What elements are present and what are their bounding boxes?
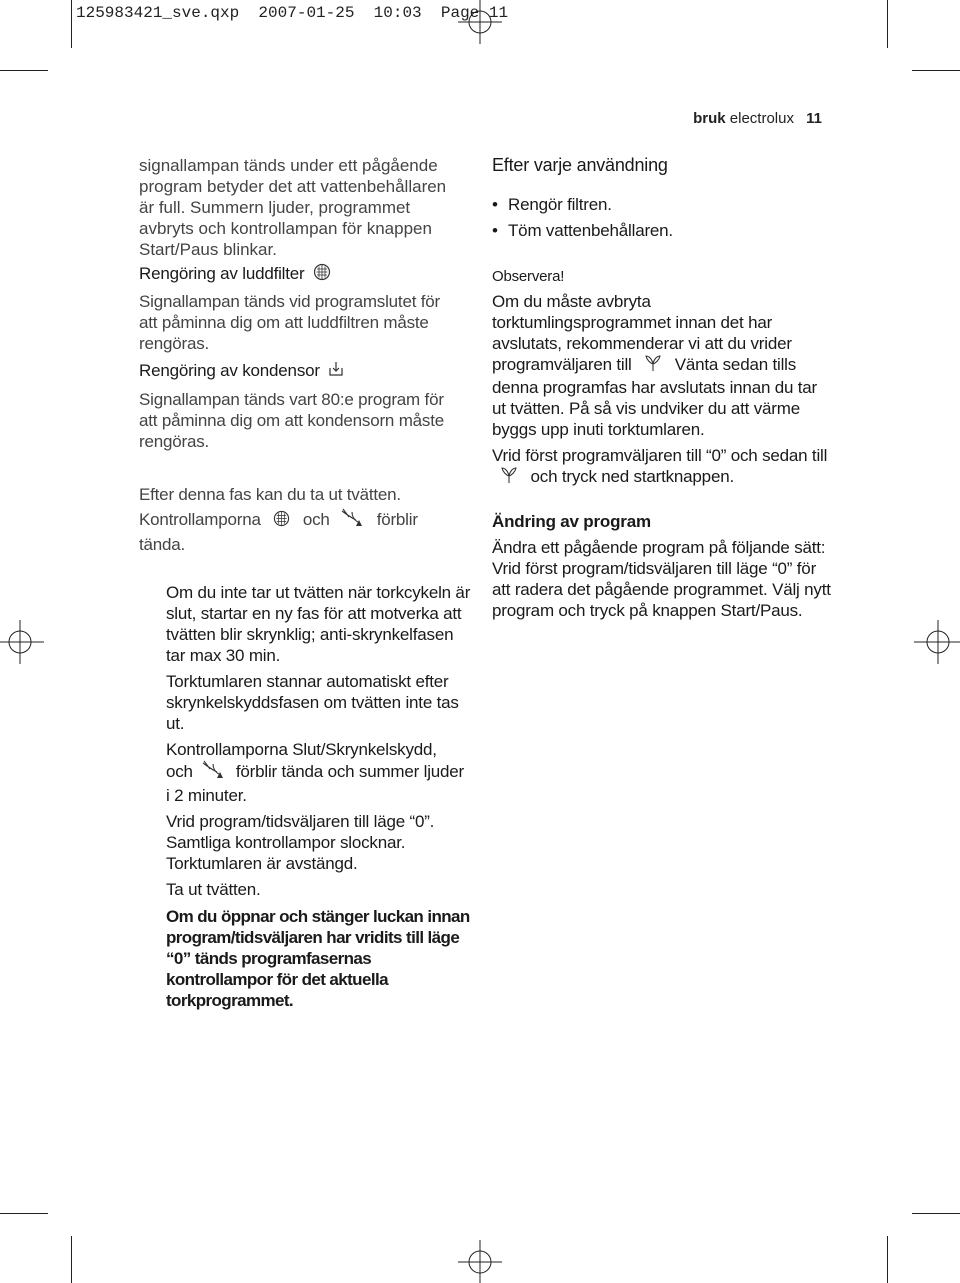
lint-paragraph: Signallampan tänds vid programslutet för att påminna dig om att luddfiltren måste rengöras. bbox=[139, 292, 440, 354]
info-paragraph-1: Om du inte tar ut tvätten när torkcykeln är slut, startar en ny fas för att motverka att tvätten blir skrynklig; anti-skrynkelfasen tar max 30 min. bbox=[166, 583, 471, 665]
right-column bbox=[492, 155, 832, 621]
heading-lint-filter bbox=[139, 263, 459, 286]
lint-filter-icon bbox=[313, 263, 331, 286]
crop-mark bbox=[71, 0, 72, 48]
registration-mark-bottom bbox=[458, 1240, 502, 1283]
list-item: • Rengör filtren. bbox=[492, 194, 832, 215]
and-word: och bbox=[302, 510, 330, 530]
print-slug: 125983421_sve.qxp 2007-01-25 10:03 Page 11 bbox=[76, 4, 509, 22]
remain-word: förblir bbox=[376, 510, 418, 530]
after-use-list bbox=[492, 194, 832, 241]
running-header bbox=[693, 110, 822, 127]
note-text-b: Vänta sedan tills denna programfas har avslutats innan du tar ut tvätten. På så vis undviker du att värme byggs upp inuti torktumlaren. bbox=[492, 355, 817, 440]
info-3-rest: förblir tända och summer ljuder i 2 minuter. bbox=[166, 761, 464, 805]
crop-mark bbox=[71, 1236, 72, 1283]
heading-change-program: Ändring av program bbox=[492, 512, 651, 532]
control-lamps-label: Kontrollamporna bbox=[139, 510, 261, 530]
page-number: 11 bbox=[806, 110, 822, 127]
lint-filter-icon bbox=[273, 510, 290, 532]
note-paragraph bbox=[492, 291, 832, 440]
heading-condenser bbox=[139, 360, 459, 382]
crop-mark bbox=[912, 70, 960, 71]
note-text-a: Om du måste avbryta torktumlingsprogrammet innan det har avslutats, rekommenderar vi att du vrider programväljaren till bbox=[492, 292, 792, 374]
turn-text-b: och tryck ned startknappen. bbox=[530, 467, 734, 487]
info-paragraph-5: Ta ut tvätten. bbox=[166, 880, 261, 899]
anti-crease-icon bbox=[201, 760, 227, 785]
heading-condenser-text: Rengöring av kondensor bbox=[139, 361, 320, 381]
turn-text-a: Vrid först programväljaren till “0” och sedan till bbox=[492, 446, 828, 466]
info-paragraph-4: Vrid program/tidsväljaren till läge “0”. Samtliga kontrollampor slocknar. Torktumlaren är avstängd. bbox=[166, 812, 435, 873]
crop-mark bbox=[0, 70, 48, 71]
info-3-lamps: Kontrollamporna Slut/Skrynkelskydd, bbox=[166, 740, 437, 759]
left-column bbox=[139, 155, 459, 555]
control-lamps-line bbox=[139, 508, 459, 533]
info-paragraph-3 bbox=[166, 739, 471, 806]
crop-mark bbox=[887, 0, 888, 48]
cooling-fan-icon bbox=[644, 354, 662, 377]
heading-after-use: Efter varje användning bbox=[492, 155, 668, 175]
info-paragraph-2: Torktumlaren stannar automatiskt efter skrynkelskyddsfasen om tvätten inte tas ut. bbox=[166, 672, 459, 733]
after-phase-text: Efter denna fas kan du ta ut tvätten. bbox=[139, 485, 401, 505]
registration-mark-top bbox=[458, 0, 502, 44]
brand-bold: bruk bbox=[693, 110, 726, 127]
intro-paragraph: signallampan tänds under ett pågående program betyder det att vattenbehållaren är full. Summern ljuder, programmet avbryts och kontrollampan för knappen Start/Paus blinkar. bbox=[139, 156, 447, 259]
turn-paragraph bbox=[492, 445, 832, 489]
crop-mark bbox=[912, 1213, 960, 1214]
registration-mark-left bbox=[0, 620, 44, 664]
change-program-paragraph: Ändra ett pågående program på följande sätt: Vrid först program/tidsväljaren till läge “0” för att radera det pågående programmet. Välj nytt program och tryck på knappen Start/Paus. bbox=[492, 538, 831, 621]
crop-mark bbox=[0, 1213, 48, 1214]
registration-mark-right bbox=[914, 620, 960, 664]
note-heading: Observera! bbox=[492, 268, 565, 285]
crop-mark bbox=[887, 1236, 888, 1283]
brand-name: electrolux bbox=[729, 110, 794, 127]
condenser-icon bbox=[328, 361, 344, 382]
heading-lint-text: Rengöring av luddfilter bbox=[139, 264, 305, 283]
lit-word: tända. bbox=[139, 535, 186, 555]
cooling-fan-icon bbox=[500, 466, 518, 489]
info-3-and: och bbox=[166, 761, 193, 781]
warning-paragraph: Om du öppnar och stänger luckan innan program/tidsväljaren har vridits till läge “0” tänds programfasernas kontrollampor för det aktuella torkprogrammet. bbox=[166, 907, 470, 1010]
list-item: • Töm vattenbehållaren. bbox=[492, 220, 832, 241]
anti-crease-icon bbox=[340, 508, 366, 533]
left-indented-block bbox=[166, 582, 471, 1011]
condenser-paragraph: Signallampan tänds vart 80:e program för att påminna dig om att kondensorn måste rengöras. bbox=[139, 390, 444, 452]
